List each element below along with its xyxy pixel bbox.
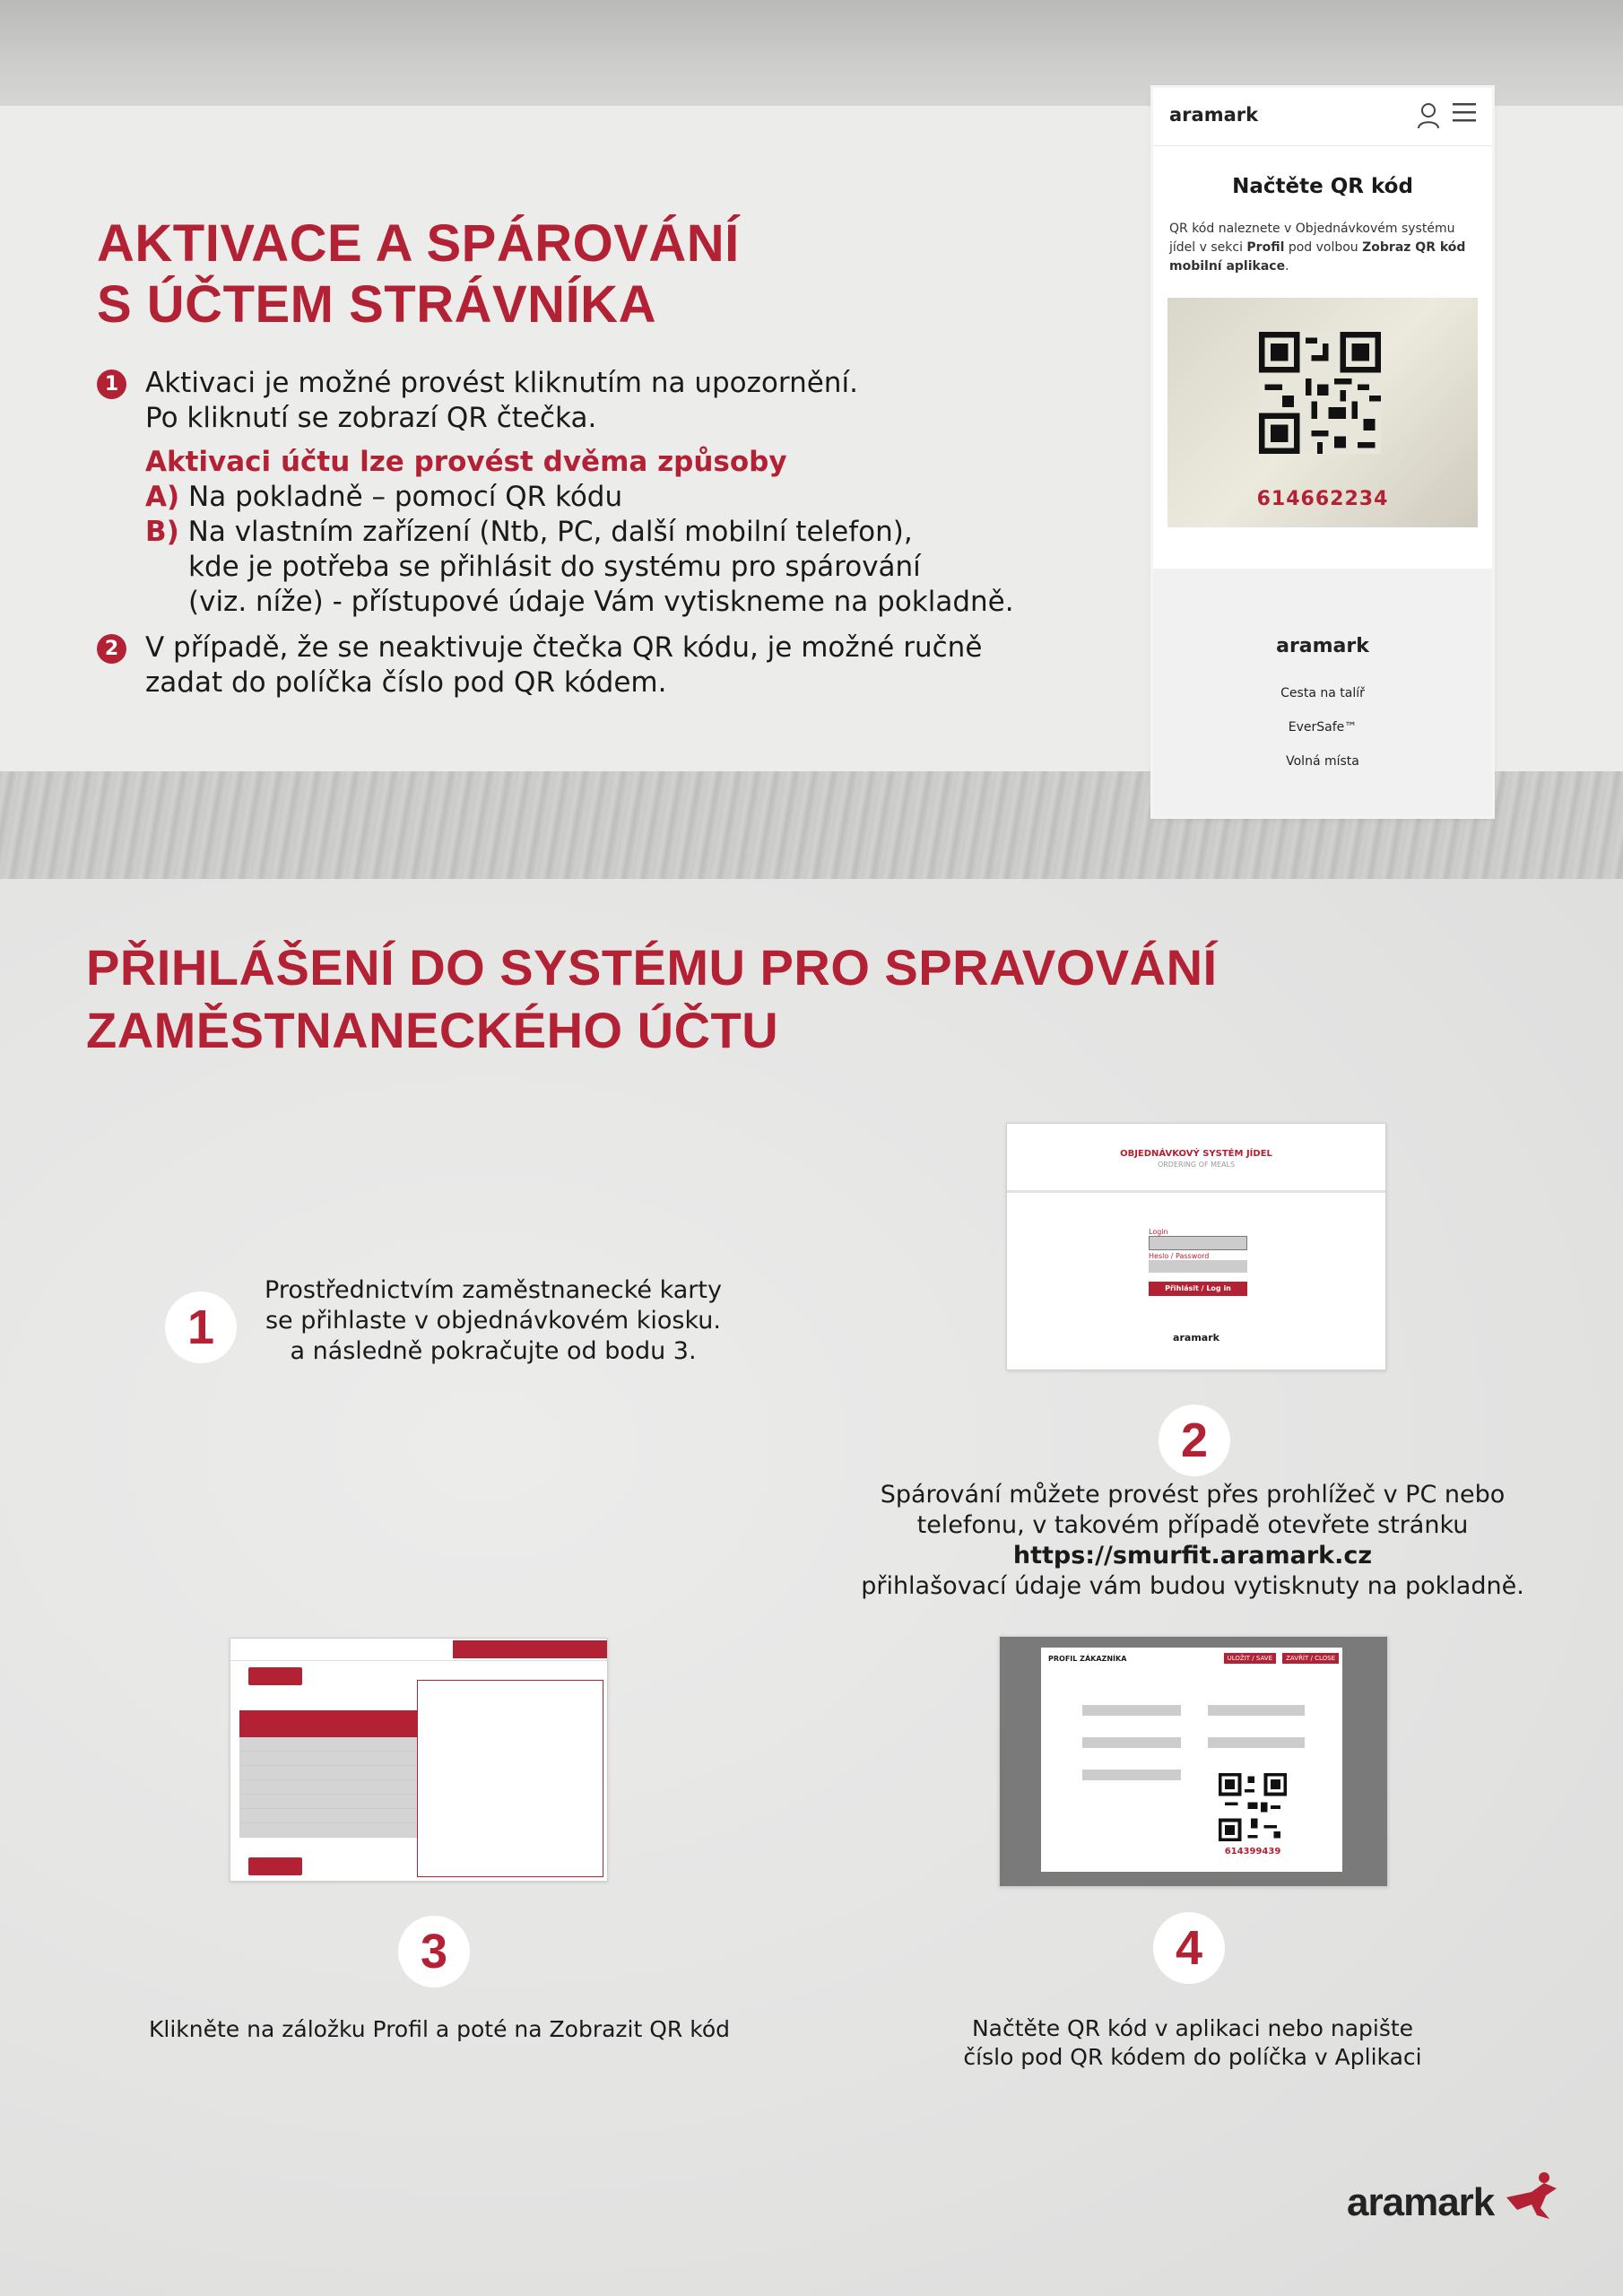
kiosk-day-list bbox=[239, 1737, 421, 1838]
phone-screenshot bbox=[1153, 88, 1492, 816]
step-2-line2: telefonu, v takovém případě otevřete stránku bbox=[916, 1511, 1469, 1539]
kiosk-down-arrow bbox=[248, 1857, 302, 1875]
method-b-line2: kde je potřeba se přihlásit do systému pro spárování bbox=[188, 551, 921, 583]
step-4-line1: Načtěte QR kód v aplikaci nebo napište bbox=[971, 2015, 1414, 2041]
step-1-number: 1 bbox=[165, 1292, 237, 1363]
profile-dialog bbox=[1041, 1648, 1342, 1872]
aramark-footer-logo: aramark bbox=[1276, 635, 1369, 657]
phone-footer bbox=[1153, 569, 1492, 816]
aramark-brand-text: aramark bbox=[1347, 2180, 1495, 2224]
aramark-url[interactable]: https://smurfit.aramark.cz bbox=[1012, 1542, 1373, 1570]
aramark-logo: aramark bbox=[1169, 104, 1259, 126]
kiosk-screenshot bbox=[230, 1638, 608, 1882]
step-4-caption bbox=[879, 2014, 1506, 2072]
activation-step-1 bbox=[97, 366, 1083, 620]
method-b-line3: (viz. níže) - přístupové údaje Vám vytiskneme na pokladně. bbox=[188, 586, 1014, 618]
method-a-text: Na pokladně – pomocí QR kódu bbox=[188, 481, 623, 513]
footer-link-cesta[interactable]: Cesta na talíř bbox=[1280, 686, 1365, 700]
hamburger-menu-icon bbox=[1451, 99, 1478, 133]
profile-close-button: ZAVŘÍT / CLOSE bbox=[1282, 1653, 1339, 1664]
step-number-badge: 2 bbox=[97, 634, 126, 664]
profile-qr-code-image bbox=[1219, 1773, 1287, 1841]
step-2-line1: Spárování můžete provést přes prohlížeč v PC nebo bbox=[880, 1481, 1506, 1509]
instr-part1: QR kód naleznete v Objednávkovém systému jídel v sekci bbox=[1169, 222, 1455, 255]
scan-qr-title: Načtěte QR kód bbox=[1232, 175, 1413, 198]
aramark-brand-logo bbox=[1347, 2170, 1560, 2225]
kiosk-topbar bbox=[230, 1639, 607, 1661]
login-shot-header bbox=[1007, 1124, 1385, 1193]
step-4-number: 4 bbox=[1153, 1912, 1225, 1984]
profile-field-3 bbox=[1082, 1770, 1181, 1780]
step-2-line3: přihlašovací údaje vám budou vytisknuty na pokladně. bbox=[861, 1572, 1524, 1600]
step-2-line2: zadat do políčka číslo pod QR kódem. bbox=[145, 666, 667, 699]
profile-screenshot bbox=[999, 1636, 1388, 1887]
qr-code-number: 614662234 bbox=[1256, 488, 1389, 510]
profile-qr-code-number: 614399439 bbox=[1224, 1847, 1281, 1857]
activation-title-line1: AKTIVACE A SPÁROVÁNÍ bbox=[97, 214, 740, 273]
activation-title-line2: S ÚČTEM STRÁVNÍKA bbox=[97, 275, 656, 334]
step-1-caption bbox=[242, 1275, 744, 1367]
kiosk-selected-day bbox=[239, 1710, 421, 1737]
login-shot-button: Přihlásit / Log in bbox=[1149, 1282, 1247, 1296]
step-3-line1: Klikněte na záložku Profil a poté na Zobrazit QR kód bbox=[149, 2016, 730, 2042]
step-1-line1: Prostřednictvím zaměstnanecké karty bbox=[265, 1276, 722, 1304]
activation-title bbox=[97, 213, 740, 335]
profile-field-5 bbox=[1208, 1737, 1305, 1748]
method-b bbox=[145, 515, 1083, 550]
login-shot-logo: aramark bbox=[1173, 1332, 1219, 1344]
footer-link-eversafe[interactable]: EverSafe™ bbox=[1288, 720, 1358, 735]
login-field bbox=[1149, 1236, 1247, 1250]
method-b-label: B) bbox=[145, 516, 179, 548]
footer-link-volna-mista[interactable]: Volná místa bbox=[1286, 754, 1359, 769]
step-number-badge: 1 bbox=[97, 370, 126, 399]
phone-header bbox=[1153, 88, 1492, 146]
step-4-line2: číslo pod QR kódem do políčka v Aplikaci bbox=[963, 2044, 1422, 2070]
password-label: Heslo / Password bbox=[1149, 1252, 1210, 1260]
method-b-line1: Na vlastním zařízení (Ntb, PC, další mobilní telefon), bbox=[187, 516, 913, 548]
login-title bbox=[86, 936, 1218, 1062]
step-2-caption bbox=[843, 1480, 1542, 1602]
step-1-line3: a následně pokračujte od bodu 3. bbox=[290, 1337, 697, 1365]
activation-steps bbox=[97, 366, 1083, 700]
login-shot-title: OBJEDNÁVKOVÝ SYSTÉM JÍDEL bbox=[1120, 1149, 1272, 1159]
kiosk-up-arrow bbox=[248, 1667, 302, 1685]
profile-title: PROFIL ZÁKAZNÍKA bbox=[1048, 1655, 1127, 1663]
instr-bold1: Profil bbox=[1246, 240, 1285, 255]
step-3-caption bbox=[99, 2014, 780, 2045]
instr-bold2: Zobraz QR kód mobilní aplikace bbox=[1169, 240, 1466, 274]
user-icon bbox=[1417, 102, 1440, 135]
step-1-line2: se přihlaste v objednávkovém kiosku. bbox=[265, 1307, 721, 1335]
aramark-star-icon bbox=[1505, 2170, 1560, 2221]
profile-save-button: ULOŽIT / SAVE bbox=[1224, 1653, 1276, 1664]
scan-qr-instructions bbox=[1153, 220, 1492, 276]
qr-code-image bbox=[1259, 332, 1381, 454]
login-title-line1: PŘIHLÁŠENÍ DO SYSTÉMU PRO SPRAVOVÁNÍ bbox=[86, 939, 1218, 996]
step-2-number: 2 bbox=[1159, 1405, 1230, 1476]
profile-field-4 bbox=[1208, 1705, 1305, 1716]
step-1-line1: Aktivaci je možné provést kliknutím na upozornění. bbox=[145, 367, 858, 399]
method-a-label: A) bbox=[145, 481, 180, 513]
profile-field-2 bbox=[1082, 1737, 1181, 1748]
kiosk-detail-pane bbox=[417, 1680, 603, 1877]
step-3-number: 3 bbox=[398, 1916, 470, 1987]
camera-view bbox=[1167, 298, 1478, 527]
password-field bbox=[1149, 1260, 1247, 1273]
login-shot-subtitle: ORDERING OF MEALS bbox=[1157, 1161, 1236, 1169]
profile-dialog-header bbox=[1041, 1648, 1342, 1671]
activation-methods-heading: Aktivaci účtu lze provést dvěma způsoby bbox=[145, 446, 787, 478]
login-title-line2: ZAMĚSTNANECKÉHO ÚČTU bbox=[86, 1002, 779, 1058]
instr-part2: pod volbou bbox=[1284, 240, 1363, 255]
login-shot-form bbox=[1149, 1228, 1247, 1296]
kiosk-top-buttons bbox=[453, 1640, 607, 1658]
profile-field-1 bbox=[1082, 1705, 1181, 1716]
step-1-line2: Po kliknutí se zobrazí QR čtečka. bbox=[145, 402, 597, 434]
login-label: Login bbox=[1149, 1228, 1168, 1236]
method-a bbox=[145, 480, 1083, 515]
step-2-line1: V případě, že se neaktivuje čtečka QR kódu, je možné ručně bbox=[145, 631, 983, 664]
activation-step-2 bbox=[97, 631, 1083, 700]
login-screenshot bbox=[1006, 1123, 1386, 1370]
instr-part3: . bbox=[1285, 259, 1289, 274]
